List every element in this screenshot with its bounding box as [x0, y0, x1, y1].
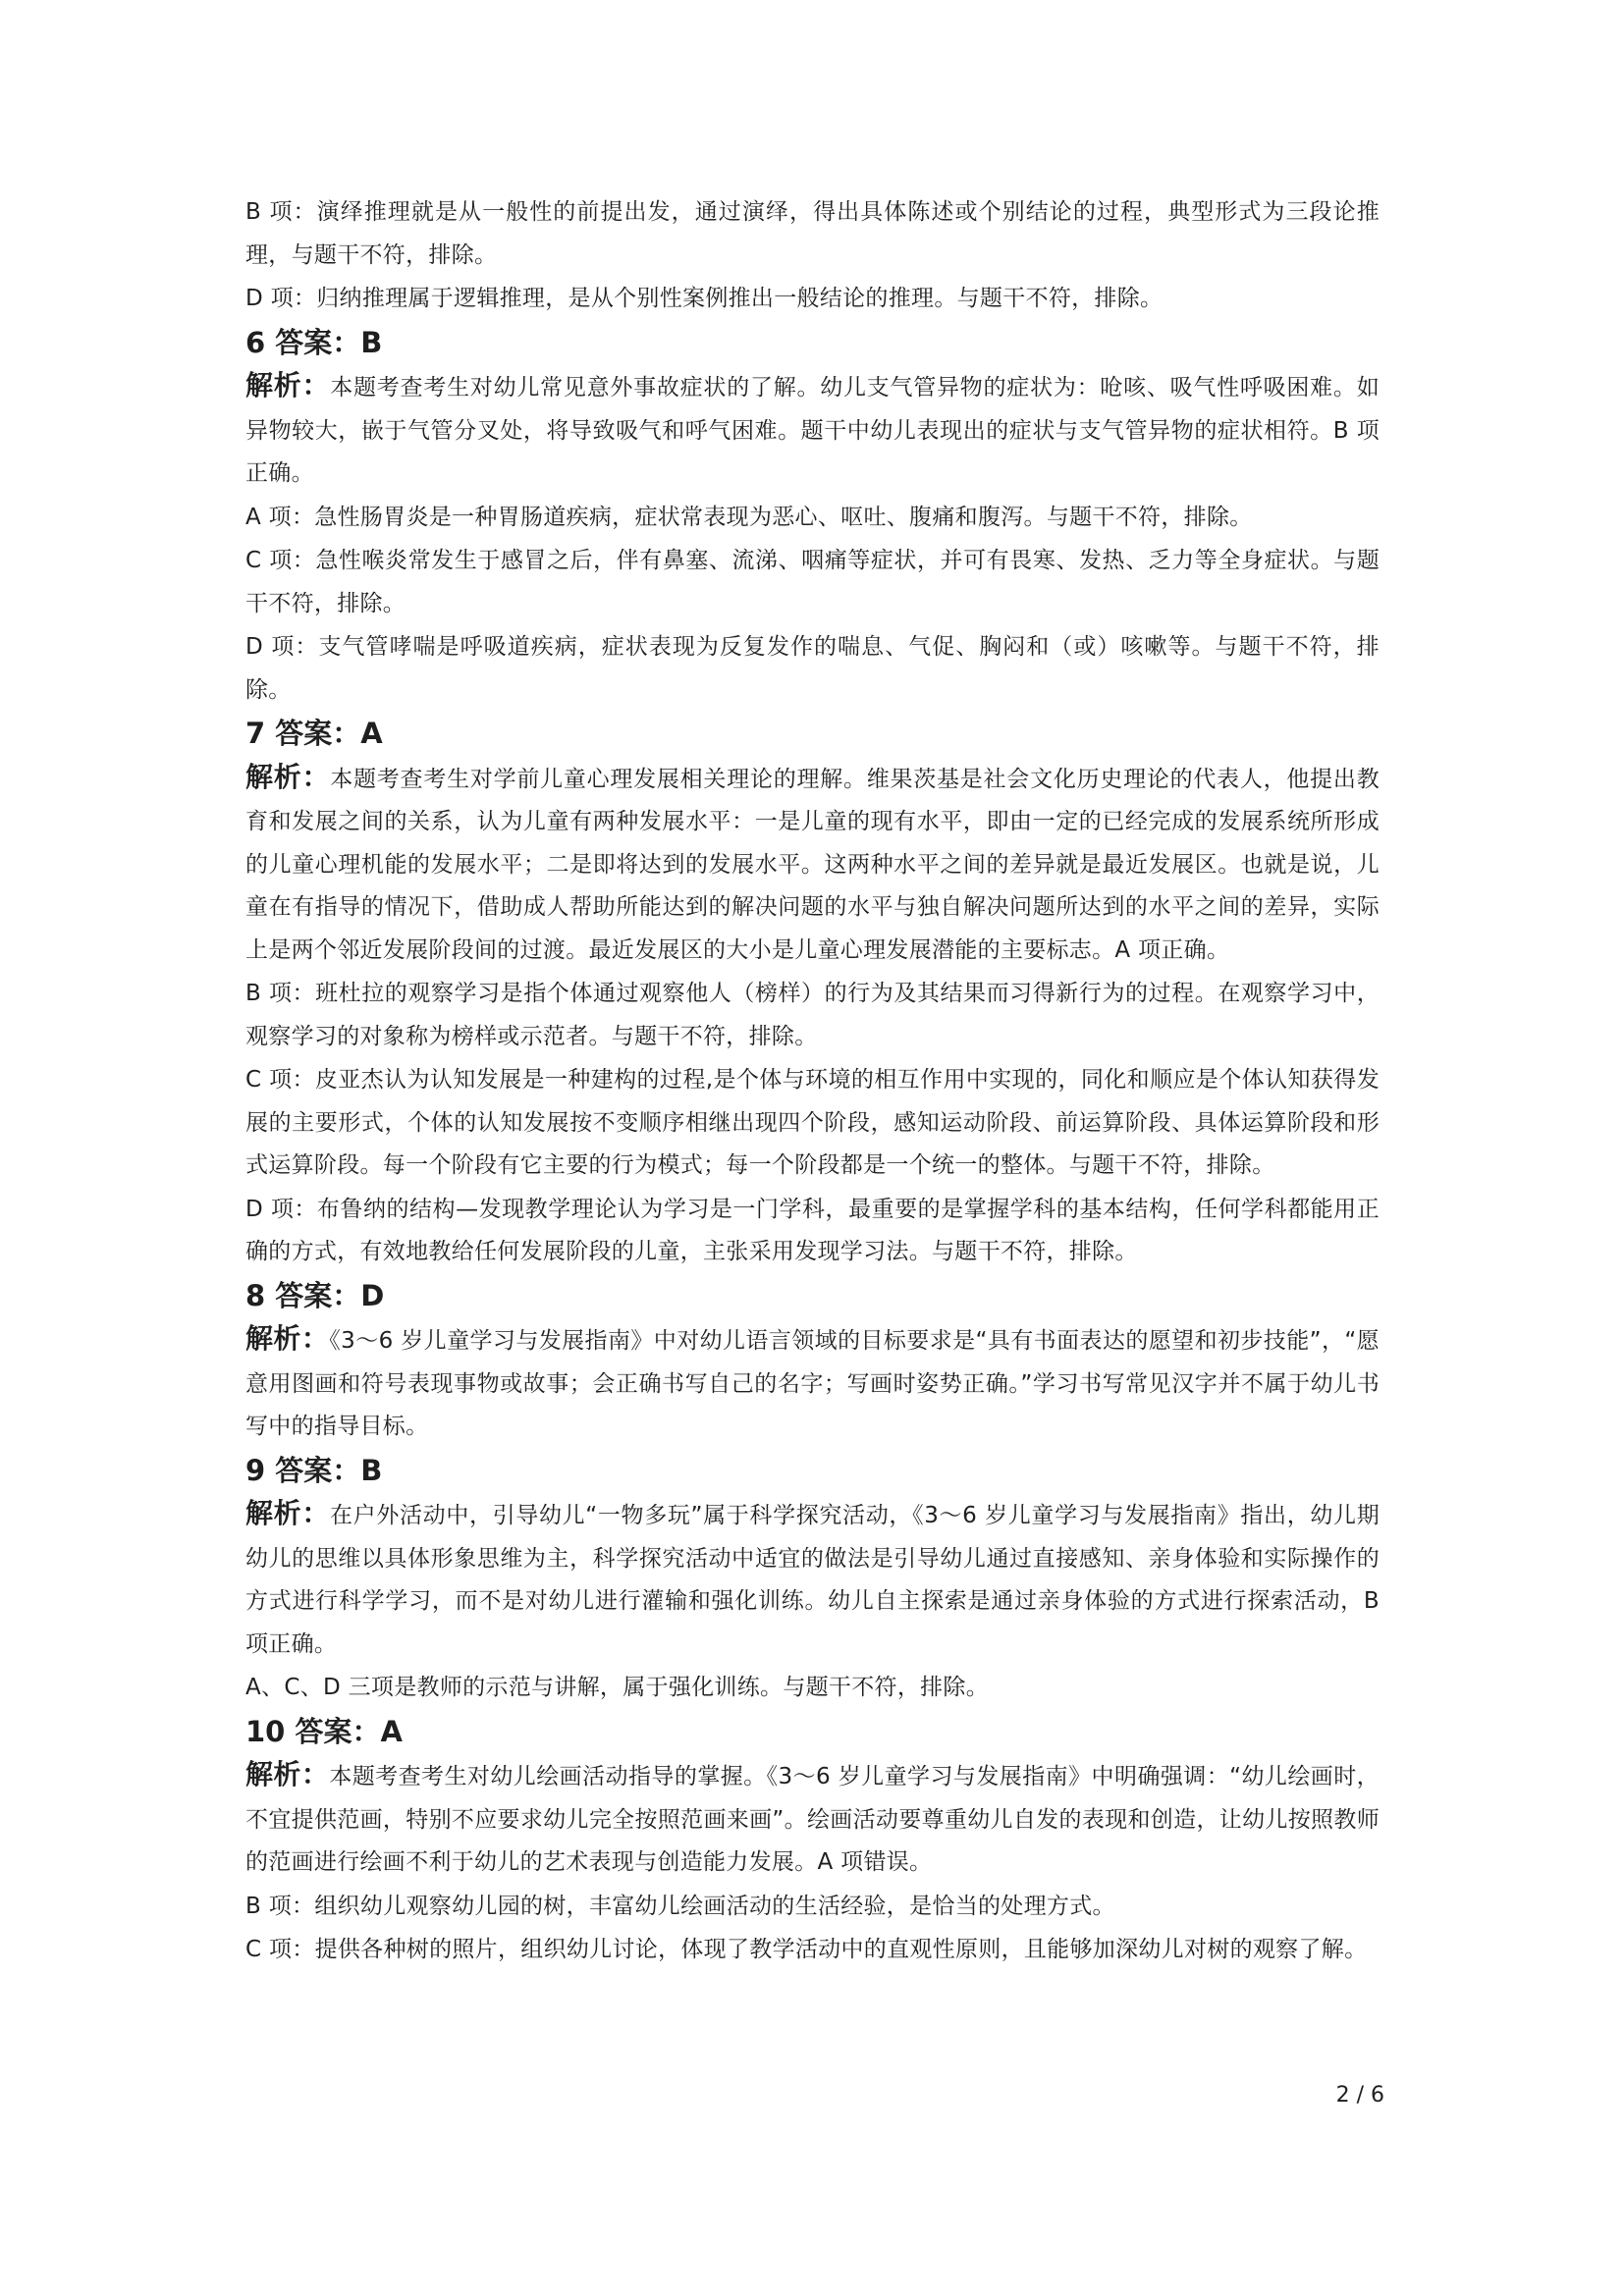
analysis-label: 解析： [245, 1322, 330, 1355]
answer-heading: 10 答案：A [245, 1714, 403, 1748]
answer-heading: 8 答案：D [245, 1278, 385, 1312]
analysis-paragraph [245, 364, 1380, 496]
analysis-text: 本题考查考生对幼儿绘画活动指导的掌握。《3～6 岁儿童学习与发展指南》中明确强调：“幼儿绘画时，不宜提供范画，特别不应要求幼儿完全按照范画来画”。绘画活动要尊重幼儿自发的表现和创造，让幼儿按照教师的范画进行绘画不利于幼儿的艺术表现与创造能力发展。A 项错误。 [245, 1764, 1380, 1875]
paragraph: A 项：急性肠胃炎是一种胃肠道疾病，症状常表现为恶心、呕吐、腹痛和腹泻。与题干不符，排除。 [245, 504, 1253, 530]
analysis-text: 《3～6 岁儿童学习与发展指南》中对幼儿语言领域的目标要求是“具有书面表达的愿望和初步技能”，“愿意用图画和符号表现事物或故事；会正确书写自己的名字；写画时姿势正确。”学习书写常见汉字并不属于幼儿书写中的指导目标。 [245, 1328, 1380, 1439]
paragraph: C 项：提供各种树的照片，组织幼儿讨论，体现了教学活动中的直观性原则，且能够加深幼儿对树的观察了解。 [245, 1937, 1368, 1962]
analysis-label: 解析： [245, 760, 331, 793]
answer-heading: 9 答案：B [245, 1453, 383, 1487]
analysis-text: 本题考查考生对学前儿童心理发展相关理论的理解。维果茨基是社会文化历史理论的代表人，他提出教育和发展之间的关系，认为儿童有两种发展水平：一是儿童的现有水平，即由一定的已经完成的发展系统所形成的儿童心理机能的发展水平；二是即将达到的发展水平。这两种水平之间的差异就是最近发展区。也就是说，儿童在有指导的情况下，借助成人帮助所能达到的解决问题的水平与独自解决问题所达到的水平之间的差异，实际上是两个邻近发展阶段间的过渡。最近发展区的大小是儿童心理发展潜能的主要标志。A 项正确。 [245, 766, 1380, 963]
paragraph: C 项：急性喉炎常发生于感冒之后，伴有鼻塞、流涕、咽痛等症状，并可有畏寒、发热、乏力等全身症状。与题干不符，排除。 [245, 548, 1380, 616]
analysis-text: 本题考查考生对幼儿常见意外事故症状的了解。幼儿支气管异物的症状为：呛咳、吸气性呼吸困难。如异物较大，嵌于气管分叉处，将导致吸气和呼气困难。题干中幼儿表现出的症状与支气管异物的症状相符。B 项正确。 [245, 375, 1380, 486]
paragraph: B 项：演绎推理就是从一般性的前提出发，通过演绎，得出具体陈述或个别结论的过程，典型形式为三段论推理，与题干不符，排除。 [245, 199, 1380, 268]
analysis-paragraph [245, 756, 1380, 973]
page-number: 2 / 6 [1335, 2083, 1384, 2108]
document-body [245, 191, 1380, 1973]
paragraph: C 项：皮亚杰认为认知发展是一种建构的过程,是个体与环境的相互作用中实现的，同化和顺应是个体认知获得发展的主要形式，个体的认知发展按不变顺序相继出现四个阶段，感知运动阶段、前运算阶段、具体运算阶段和形式运算阶段。每一个阶段有它主要的行为模式；每一个阶段都是一个统一的整体。与题干不符，排除。 [245, 1067, 1380, 1178]
paragraph: D 项：支气管哮喘是呼吸道疾病，症状表现为反复发作的喘息、气促、胸闷和（或）咳嗽等。与题干不符，排除。 [245, 634, 1380, 703]
analysis-label: 解析： [245, 1758, 330, 1790]
analysis-text: 在户外活动中，引导幼儿“一物多玩”属于科学探究活动，《3～6 岁儿童学习与发展指南》指出，幼儿期幼儿的思维以具体形象思维为主，科学探究活动中适宜的做法是引导幼儿通过直接感知、亲身体验和实际操作的方式进行科学学习，而不是对幼儿进行灌输和强化训练。幼儿自主探索是通过亲身体验的方式进行探索活动，B 项正确。 [245, 1503, 1380, 1657]
paragraph: B 项：组织幼儿观察幼儿园的树，丰富幼儿绘画活动的生活经验，是恰当的处理方式。 [245, 1893, 1115, 1919]
paragraph: D 项：归纳推理属于逻辑推理，是从个别性案例推出一般结论的推理。与题干不符，排除。 [245, 286, 1164, 311]
analysis-label: 解析： [245, 369, 331, 401]
answer-heading: 6 答案：B [245, 325, 383, 359]
answer-heading: 7 答案：A [245, 717, 383, 750]
analysis-paragraph [245, 1492, 1380, 1666]
paragraph: B 项：班杜拉的观察学习是指个体通过观察他人（榜样）的行为及其结果而习得新行为的过程。在观察学习中，观察学习的对象称为榜样或示范者。与题干不符，排除。 [245, 981, 1380, 1049]
analysis-label: 解析： [245, 1497, 330, 1529]
analysis-paragraph [245, 1317, 1380, 1449]
paragraph: D 项：布鲁纳的结构—发现教学理论认为学习是一门学科，最重要的是掌握学科的基本结构，任何学科都能用正确的方式，有效地教给任何发展阶段的儿童，主张采用发现学习法。与题干不符，排除。 [245, 1196, 1380, 1264]
paragraph: A、C、D 三项是教师的示范与讲解，属于强化训练。与题干不符，排除。 [245, 1675, 990, 1700]
analysis-paragraph [245, 1753, 1380, 1885]
